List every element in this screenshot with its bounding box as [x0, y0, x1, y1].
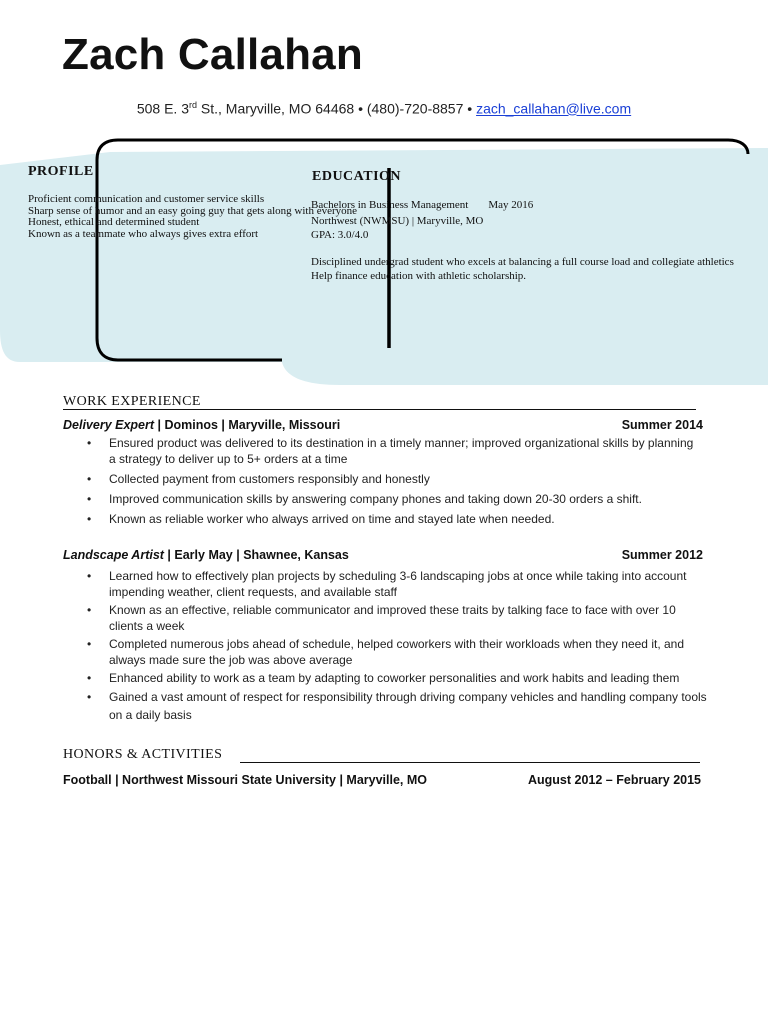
address-phone-text: St., Maryville, MO 64468 • (480)-720-8857 •: [197, 100, 477, 117]
education-school: Northwest (NWMSU) | Maryville, MO: [311, 214, 484, 227]
honors-item-row: [63, 773, 701, 787]
job-header-landscape: [63, 548, 703, 562]
education-degree: Bachelors in Business Management: [311, 199, 469, 211]
profile-line: Honest, ethical and determined student: [28, 216, 200, 228]
job-role: Landscape Artist: [63, 548, 164, 562]
education-degree-row: [311, 200, 768, 212]
work-experience-heading: WORK EXPERIENCE: [63, 394, 201, 409]
work-experience-rule: [63, 409, 696, 410]
job-employer: | Early May | Shawnee, Kansas: [163, 548, 349, 562]
job-bullet: • Ensured product was delivered to its destination in a timely manner; improved organizational skills by planning a strategy to deliver up to 5+ orders at a time: [63, 435, 703, 467]
honors-period: August 2012 – February 2015: [528, 773, 701, 787]
profile-heading: PROFILE: [28, 164, 94, 179]
job-header-delivery: [63, 418, 703, 432]
job-bullets-landscape: [63, 568, 708, 724]
education-date: May 2016: [488, 199, 534, 211]
profile-line: Proficient communication and customer service skills: [28, 193, 265, 205]
education-desc-line: Help finance education with athletic scholarship.: [311, 270, 527, 282]
profile-line: Known as a teammate who always gives extra effort: [28, 227, 259, 240]
honors-heading: HONORS & ACTIVITIES: [63, 747, 223, 762]
honors-rule: [240, 762, 700, 763]
job-employer: | Dominos | Maryville, Missouri: [154, 418, 341, 432]
job-bullet: • Collected payment from customers responsibly and honestly: [63, 471, 703, 487]
job-bullet: • Completed numerous jobs ahead of schedule, helped coworkers with their workloads when they need it, and always made sure the job was above average: [63, 636, 708, 668]
resume-name: Zach Callahan: [62, 30, 363, 79]
job-bullet: • Improved communication skills by answering company phones and taking down 20-30 orders a shift.: [63, 491, 703, 507]
job-bullets-delivery: [63, 435, 703, 527]
job-bullet: • Known as an effective, reliable communicator and improved these traits by talking face to face with over 10 clients a week: [63, 602, 708, 634]
job-bullet: • Known as reliable worker who always arrived on time and stayed late when needed.: [63, 511, 703, 527]
address-text: 508 E. 3: [136, 100, 189, 117]
education-desc-line: Disciplined undergrad student who excels at balancing a full course load and collegiate athletics: [311, 255, 734, 268]
education-block: [311, 200, 768, 300]
education-heading: EDUCATION: [312, 169, 402, 184]
job-bullet: • Gained a vast amount of respect for responsibility through driving company vehicles and handling company tools on a daily basis: [63, 688, 708, 724]
education-gpa: GPA: 3.0/4.0: [311, 229, 369, 241]
job-bullet: • Learned how to effectively plan projects by scheduling 3-6 landscaping jobs at once while taking into account impending weather, client requests, and available staff: [63, 568, 708, 600]
contact-line: [0, 100, 768, 117]
job-period: Summer 2012: [621, 548, 703, 562]
job-role: Delivery Expert: [63, 418, 155, 432]
job-bullet: • Enhanced ability to work as a team by adapting to coworker personalities and work habits and leading them: [63, 670, 708, 686]
profile-line: Sharp sense of humor and an easy going guy that gets along with everyone: [28, 204, 358, 217]
email-link[interactable]: zach_callahan@live.com: [476, 100, 632, 117]
job-period: Summer 2014: [621, 418, 703, 432]
address-ordinal: rd: [189, 100, 198, 110]
honors-item: Football | Northwest Missouri State University | Maryville, MO: [63, 773, 428, 787]
